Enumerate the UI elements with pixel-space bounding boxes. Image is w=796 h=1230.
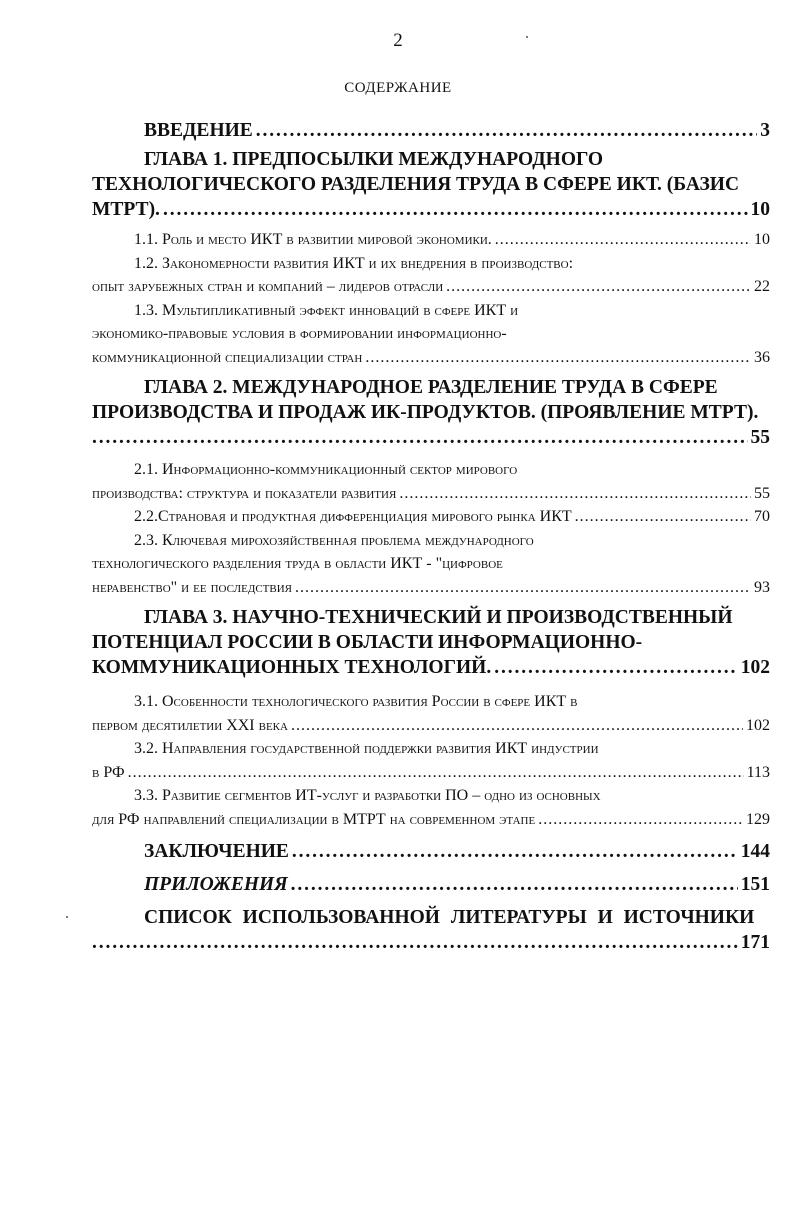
chapter3-page: 102 [740,657,770,678]
toc-entry-section-3-3[interactable] [92,784,770,831]
dot-leader [292,839,738,864]
section-2-1-page: 55 [754,484,770,502]
chapter1-page: 10 [750,199,770,220]
dot-leader [256,118,757,143]
intro-label: ВВЕДЕНИЕ [144,120,253,141]
toc-entry-chapter3[interactable] [92,605,770,680]
dot-leader [494,655,738,680]
toc-entry-references[interactable] [92,905,770,955]
table-of-contents [92,118,770,955]
chapter1-line2: ТЕХНОЛОГИЧЕСКОГО РАЗДЕЛЕНИЯ ТРУДА В СФЕРЕ ИКТ. (БАЗИС [92,174,740,195]
toc-entry-section-2-1[interactable] [92,458,770,505]
section-3-3-line1: 3.3. Развитие сегментов ИТ-услуг и разработки ПО – одно из основных [134,787,601,804]
section-1-3-line1: 1.3. Мультипликативный эффект инноваций в сфере ИКТ и [134,301,519,319]
section-3-2-page: 113 [746,763,770,781]
chapter2-line1: ГЛАВА 2. МЕЖДУНАРОДНОЕ РАЗДЕЛЕНИЕ ТРУДА В СФЕРЕ [144,377,718,398]
dot-leader [538,808,743,832]
scan-speck [526,36,528,38]
section-1-2-line1: 1.2. Закономерности развития ИКТ и их внедрения в производство: [134,254,574,272]
section-3-1-page: 102 [746,716,770,734]
chapter3-line3: КОММУНИКАЦИОННЫХ ТЕХНОЛОГИЙ. [92,657,492,678]
toc-entry-chapter1[interactable] [92,147,770,222]
section-2-3-page: 93 [754,578,770,596]
section-2-3-line2: технологического разделения труда в области ИКТ - "цифровое [92,555,503,572]
section-3-1-line2: первом десятилетии XXI века [92,716,288,734]
section-2-3-line3: неравенство" и ее последствия [92,578,293,596]
toc-entry-section-3-2[interactable] [92,737,770,784]
section-1-3-line2: экономико-правовые условия в формировании информационно- [92,325,507,342]
toc-entry-section-1-3[interactable] [92,299,770,370]
section-1-2-page: 22 [754,278,770,295]
dot-leader [495,228,751,252]
toc-entry-section-1-2[interactable] [92,252,770,299]
toc-entry-conclusion[interactable] [92,839,770,864]
toc-title: СОДЕРЖАНИЕ [344,80,452,96]
section-1-3-page: 36 [754,348,770,366]
section-3-2-line1: 3.2. Направления государственной поддержки развития ИКТ индустрии [134,740,599,757]
dot-leader [163,197,748,222]
chapter1-line3: МТРТ). [92,199,160,220]
appendices-page: 151 [740,874,770,895]
scan-speck [66,916,68,918]
dot-leader [295,576,751,600]
section-1-1-page: 10 [754,231,770,248]
dot-leader [365,346,751,370]
dot-leader [92,425,748,450]
page-number: 2 [393,30,403,51]
conclusion-page: 144 [740,841,770,862]
toc-entry-chapter2[interactable] [92,375,770,450]
dot-leader [128,761,744,785]
dot-leader [92,930,738,955]
dot-leader [399,482,751,506]
section-3-3-page: 129 [746,810,770,828]
dot-leader [575,505,751,529]
section-3-3-line2: для РФ направлений специализации в МТРТ на современном этапе [92,810,536,828]
section-3-2-line2: в РФ [92,763,125,781]
references-line1: СПИСОК ИСПОЛЬЗОВАННОЙ ЛИТЕРАТУРЫ И ИСТОЧНИКИ [144,907,755,928]
chapter2-line2: ПРОИЗВОДСТВА И ПРОДАЖ ИК-ПРОДУКТОВ. (ПРОЯВЛЕНИЕ МТРТ). [92,402,759,423]
toc-entry-section-1-1[interactable] [92,228,770,252]
toc-entry-section-2-2[interactable] [92,505,770,529]
toc-entry-section-2-3[interactable] [92,529,770,600]
section-1-2-line2: опыт зарубежных стран и компаний – лидеров отрасли [92,278,444,295]
appendices-label: ПРИЛОЖЕНИЯ [144,874,288,895]
section-2-2-page: 70 [754,508,770,525]
chapter2-page: 55 [750,427,770,448]
section-3-1-line1: 3.1. Особенности технологического развития России в сфере ИКТ в [134,693,578,710]
chapter1-line1: ГЛАВА 1. ПРЕДПОСЫЛКИ МЕЖДУНАРОДНОГО [144,149,604,170]
dot-leader [291,872,738,897]
intro-page: 3 [760,120,770,141]
section-1-3-line3: коммуникационной специализации стран [92,348,363,366]
section-2-1-line2: производства: структура и показатели развития [92,484,397,502]
section-2-3-line1: 2.3. Ключевая мирохозяйственная проблема международного [134,531,534,549]
section-1-1-title: 1.1. Роль и место ИКТ в развитии мировой экономики. [134,231,492,248]
section-2-1-line1: 2.1. Информационно-коммуникационный сектор мирового [134,461,518,478]
toc-entry-intro[interactable] [92,118,770,143]
section-2-2-title: 2.2.Страновая и продуктная дифференциация мирового рынка ИКТ [134,508,572,525]
chapter3-line2: ПОТЕНЦИАЛ РОССИИ В ОБЛАСТИ ИНФОРМАЦИОННО- [92,632,643,653]
conclusion-label: ЗАКЛЮЧЕНИЕ [144,841,289,862]
references-page: 171 [740,932,770,953]
toc-entry-appendices[interactable] [92,872,770,897]
dot-leader [291,714,743,738]
chapter3-line1: ГЛАВА 3. НАУЧНО-ТЕХНИЧЕСКИЙ И ПРОИЗВОДСТВЕННЫЙ [144,607,733,628]
dot-leader [446,275,751,299]
toc-entry-section-3-1[interactable] [92,690,770,737]
